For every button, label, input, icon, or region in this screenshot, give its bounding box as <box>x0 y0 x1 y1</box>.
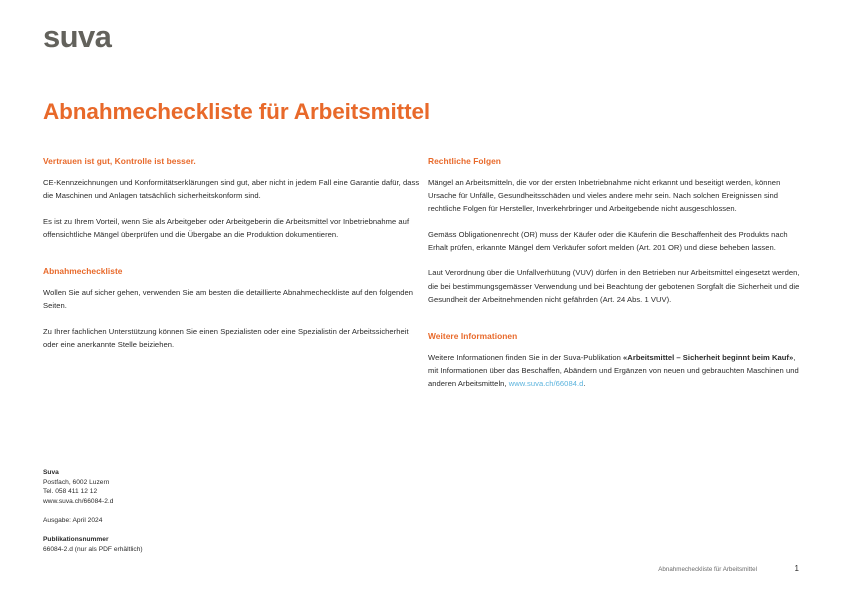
postal-address: Postfach, 6002 Luzern <box>43 478 110 486</box>
publication-number-value: 66084-2.d (nur als PDF erhältlich) <box>43 545 143 553</box>
paragraph-text: Weitere Informationen finden Sie in der Suva-Publikation <box>428 352 624 362</box>
paragraph: Zu Ihrer fachlichen Unterstützung können Sie einen Spezialisten oder eine Spezialistin der Arbeitssicherheit oder eine anerkannte Stelle beiziehen. <box>43 326 409 349</box>
section-heading-abnahmecheckliste: Abnahmecheckliste <box>43 265 123 276</box>
suva-logo: suva <box>43 19 112 54</box>
page-number: 1 <box>794 564 799 573</box>
publication-title: «Arbeitsmittel – Sicherheit beginnt beim Kauf» <box>623 352 794 362</box>
website-url[interactable]: www.suva.ch/66084-2.d <box>43 497 114 505</box>
section-heading-vertrauen: Vertrauen ist gut, Kontrolle ist besser. <box>43 156 196 166</box>
paragraph-text: . <box>583 378 586 388</box>
paragraph: CE-Kennzeichnungen und Konformitätserklärungen sind gut, aber nicht in jedem Fall eine Garantie dafür, dass die Maschinen und Anlagen tatsächlich sicherheitskonform sind. <box>43 178 420 201</box>
phone-number: Tel. 058 411 12 12 <box>43 488 98 496</box>
paragraph: Laut Verordnung über die Unfallverhütung (VUV) dürfen in den Betrieben nur Arbeitsmittel eingesetzt werden, die bei bestimmungsgemässer Verwendung und bei Beachtung der gebotenen Sorgfalt die Sicherheit und die Gesundheit der Arbeitnehmenden nicht gefährden (Art. 24 Abs. 1 VUV). <box>428 268 800 304</box>
right-column <box>428 155 806 390</box>
publication-number-block <box>43 535 143 554</box>
page-title: Abnahmecheckliste für Arbeitsmittel <box>43 99 431 125</box>
paragraph: Gemäss Obligationenrecht (OR) muss der Käufer oder die Käuferin die Beschaffenheit des Produkts nach Erhalt prüfen, erkannte Mängel dem Verkäufer sofort melden (Art. 201 OR) und diese beheben lassen. <box>428 229 788 252</box>
left-column <box>43 155 421 351</box>
section-heading-rechtliche-folgen: Rechtliche Folgen <box>428 156 501 166</box>
paragraph: Es ist zu Ihrem Vorteil, wenn Sie als Arbeitgeber oder Arbeitgeberin die Arbeitsmittel vor Inbetriebnahme auf offensichtliche Mängel überprüfen und die Übergabe an die Produktion dokumentieren. <box>43 216 410 239</box>
paragraph-weitere-informationen <box>428 351 806 390</box>
company-name: Suva <box>43 469 59 476</box>
edition-date: Ausgabe: April 2024 <box>43 516 103 524</box>
paragraph-text: , mit Informationen über das Beschaffen, Abändern und Ergänzen von neuen und gebrauchten Maschinen und anderen Arbeitsmitteln, <box>428 352 799 388</box>
footer-address-block <box>43 468 143 554</box>
section-heading-weitere-informationen: Weitere Informationen <box>428 330 518 341</box>
edition-block <box>43 516 143 526</box>
paragraph: Wollen Sie auf sicher gehen, verwenden Sie am besten die detaillierte Abnahmecheckliste auf den folgenden Seiten. <box>43 287 414 310</box>
publication-number-label: Publikationsnummer <box>43 535 109 543</box>
page-footer <box>499 564 799 575</box>
suva-publication-link[interactable]: www.suva.ch/66084.d <box>508 378 584 388</box>
paragraph: Mängel an Arbeitsmitteln, die vor der ersten Inbetriebnahme nicht erkannt und beseitigt werden, können Ursache für Unfälle, Gesundheitsschäden und vieles andere mehr sein. Nach solchen Ereignissen sind rechtliche Folgen für Hersteller, Inverkehrbringer und Arbeitgebende nicht ausgeschlossen. <box>428 178 781 214</box>
contact-block <box>43 468 143 506</box>
footer-document-title: Abnahmecheckliste für Arbeitsmittel <box>658 566 757 573</box>
